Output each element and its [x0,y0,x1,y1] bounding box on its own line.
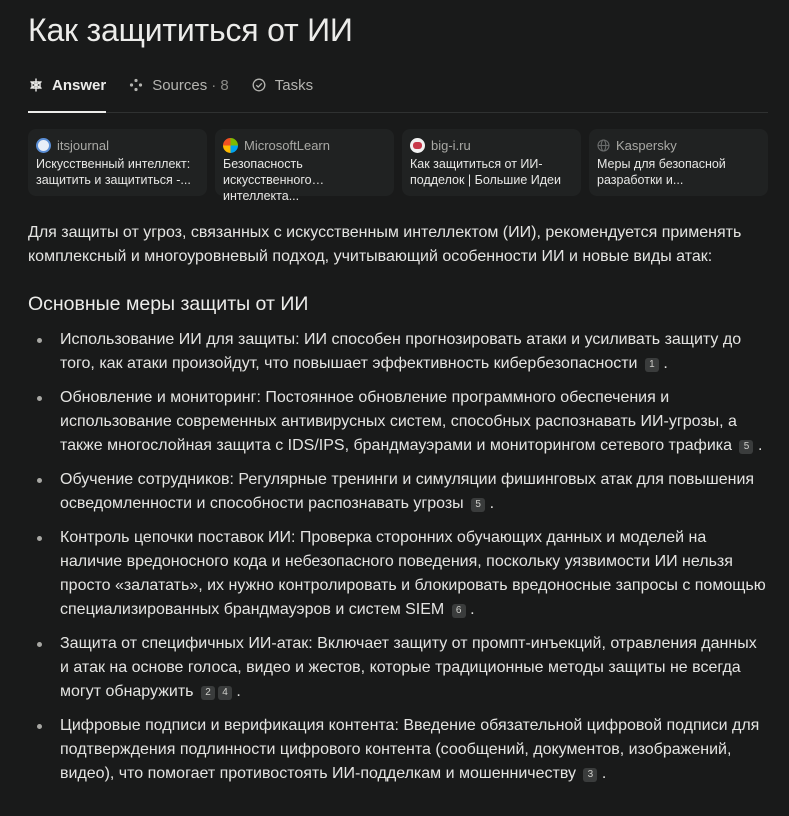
item-end: . [236,683,241,700]
bullet [37,642,42,647]
source-title: Искусственный интеллект: защитить и защититься -... [36,157,191,187]
item-end: . [757,437,763,454]
item-text: Обучение сотрудников: Регулярные тренинги и симуляции фишинговых атак для повышения осведомленности и способности распознавать угрозы [60,471,755,512]
tab-bar [28,72,768,113]
intro-paragraph: Для защиты от угроз, связанных с искусственным интеллектом (ИИ), рекомендуется применять комплексный и многоуровневый подход, учитывающий особенности ИИ и новые виды атак: [28,224,742,265]
sources-count: · 8 [211,76,229,94]
list-item [28,328,768,376]
source-title: Безопасность искусственного интеллекта... [223,157,312,203]
measures-list [28,328,768,796]
list-item [28,468,768,516]
bullet [37,724,42,729]
globe-icon [597,139,610,152]
source-site: itsjournal [57,137,110,153]
bullet [37,396,42,401]
source-card-big-i[interactable] [402,129,581,196]
source-card-itsjournal[interactable] [28,129,207,196]
citation-badge[interactable]: 2 [201,686,215,700]
item-end: . [489,495,495,512]
itsjournal-favicon-icon [36,138,51,153]
source-title: Меры для безопасной разработки и... [597,157,726,187]
tasks-icon [251,77,267,93]
bullet [37,338,42,343]
item-end: . [663,355,668,372]
source-site: MicrosoftLearn [244,137,330,153]
tab-answer-label: Answer [52,76,107,94]
list-item [28,632,768,704]
tab-sources-label: Sources [152,76,208,94]
tab-answer[interactable] [28,72,106,98]
citation-badge[interactable]: 3 [583,768,597,782]
item-end: . [470,601,475,618]
sources-icon [128,77,144,93]
source-site: big-i.ru [431,137,471,153]
list-item [28,386,768,458]
tab-sources[interactable] [128,72,229,98]
tab-tasks-label: Tasks [274,76,314,94]
item-text: Цифровые подписи и верификация контента: Введение обязательной цифровой подписи для подтверждения подлинности цифрового контента (сообщений, документов, изображений, видео), что помогает противостоять ИИ-подделкам и мошенничеству [60,717,760,782]
item-text: Контроль цепочки поставок ИИ: Проверка сторонних обучающих данных и моделей на наличие вредоносного кода и небезопасного поведения, поскольку уязвимости ИИ нельзя просто «залатать», их нужно контролировать и блокировать вредоносные запросы с помощью специализированных брандмауэров и систем SIEM [60,529,766,618]
bullet [37,536,42,541]
big-i-favicon-icon [410,138,425,153]
page-title: Как защититься от ИИ [28,12,353,48]
bullet [37,478,42,483]
source-card-kaspersky[interactable] [589,129,768,196]
item-end: . [601,765,607,782]
list-item [28,526,768,622]
citation-badge[interactable]: 5 [471,498,485,512]
tab-tasks[interactable] [251,72,313,98]
microsoft-logo-icon [223,138,238,153]
source-cards [28,129,768,203]
section-heading: Основные меры защиты от ИИ [28,293,309,315]
answer-icon [28,77,44,93]
item-text: Использование ИИ для защиты: ИИ способен прогнозировать атаки и усиливать защиту до того, как атаки произойдут, что повышает эффективность кибербезопасности [60,331,742,372]
citation-badge[interactable]: 1 [645,358,659,372]
citation-badge[interactable]: 6 [452,604,466,618]
item-text: Обновление и мониторинг: Постоянное обновление программного обеспечения и использование современных антивирусных систем, способных распознавать ИИ-угрозы, а также многослойная защита с IDS/IPS, брандмауэрами и мониторингом сетевого трафика [60,389,737,454]
item-text: Защита от специфичных ИИ-атак: Включает защиту от промпт-инъекций, отравления данных и атак на основе голоса, видео и жестов, которые традиционные методы защиты не всегда могут обнаружить [60,635,757,700]
citation-badge[interactable]: 5 [739,440,753,454]
citation-badge[interactable]: 4 [218,686,232,700]
source-card-microsoftlearn[interactable] [215,129,394,203]
source-title: Как защититься от ИИ-подделок | Большие Идеи [410,157,561,187]
source-site: Kaspersky [616,137,677,153]
list-item [28,714,768,786]
